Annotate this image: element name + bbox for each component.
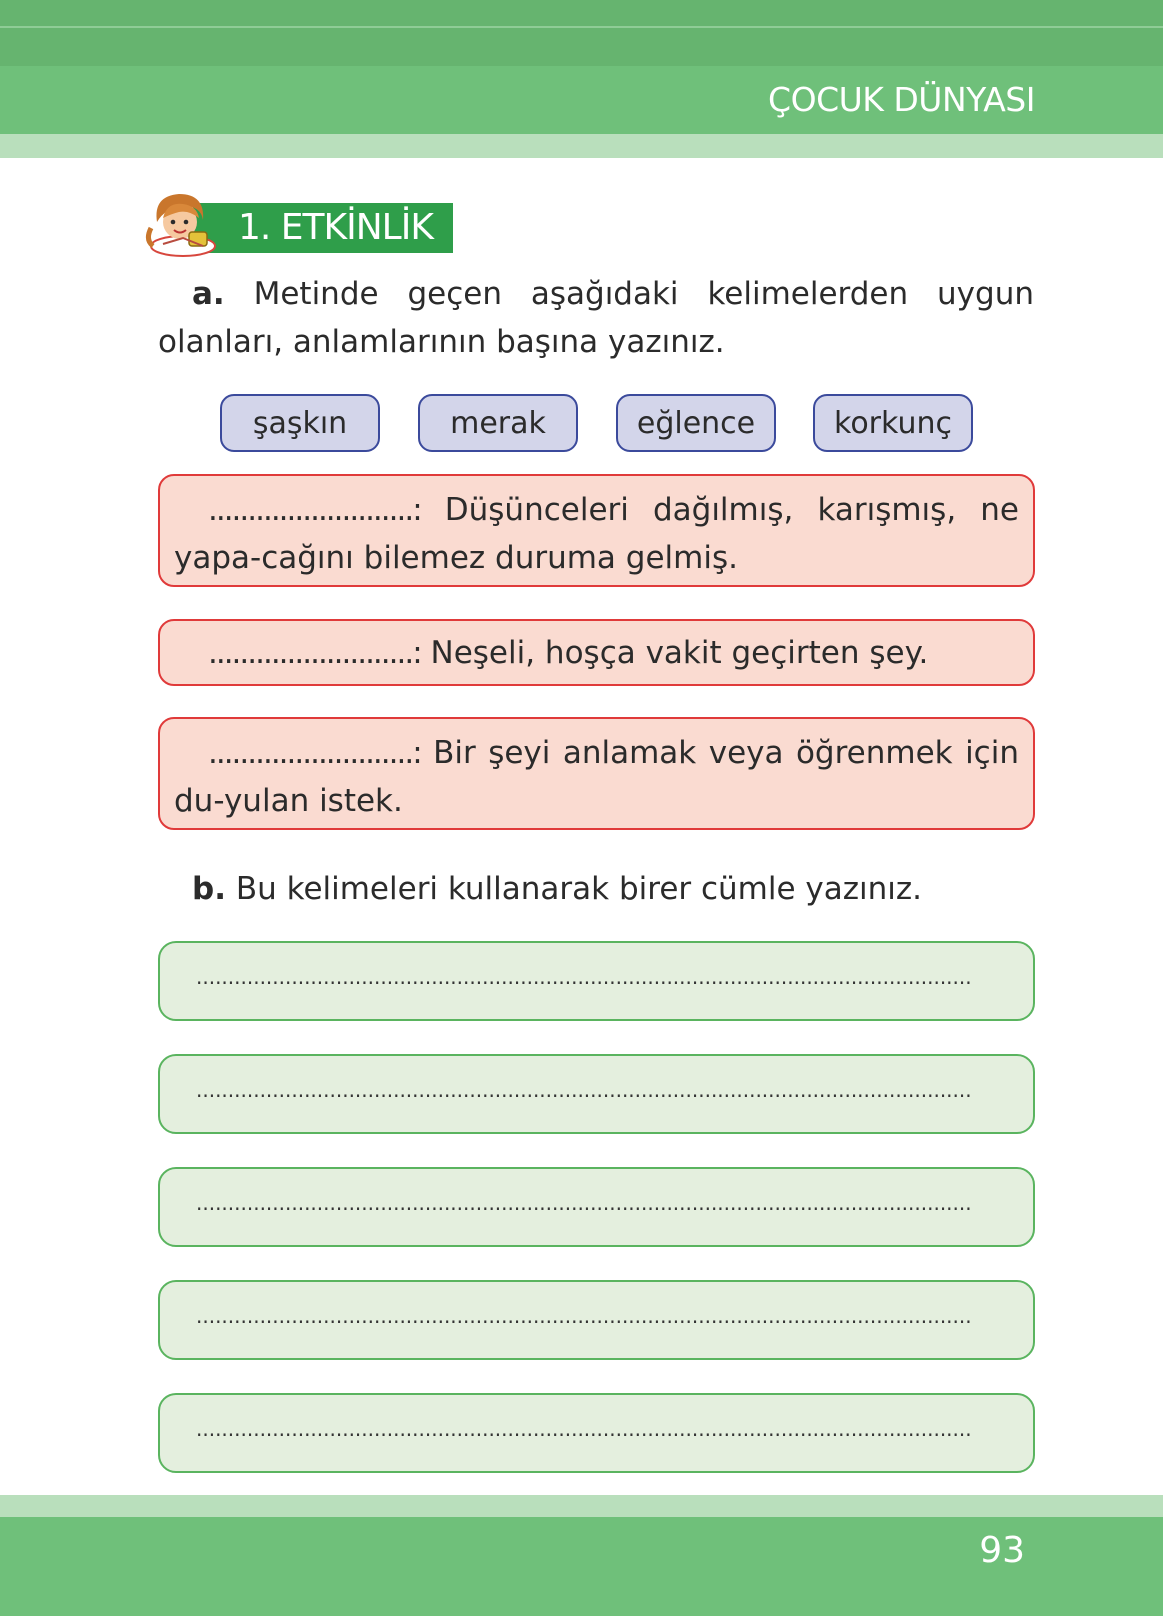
word-chip-saskin: şaşkın <box>220 394 380 452</box>
definition-text: Bir şeyi anlamak veya öğrenmek için du-yulan istek. <box>174 735 1019 819</box>
header-top-band <box>0 0 1163 66</box>
page-number: 93 <box>979 1530 1025 1571</box>
word-chip-eglence: eğlence <box>616 394 776 452</box>
definition-box-2[interactable] <box>158 619 1035 686</box>
answer-box-3[interactable] <box>158 1167 1035 1247</box>
definition-box-1[interactable] <box>158 474 1035 587</box>
definition-box-3[interactable] <box>158 717 1035 830</box>
word-chip-merak: merak <box>418 394 578 452</box>
answer-line[interactable]: .......................................................................................................................... <box>196 1417 972 1441</box>
word-chip-korkunc: korkunç <box>813 394 973 452</box>
definition-blank[interactable]: ..........................: <box>208 492 421 528</box>
question-b-label: b. <box>192 871 226 907</box>
answer-line[interactable]: .......................................................................................................................... <box>196 1191 972 1215</box>
answer-box-1[interactable] <box>158 941 1035 1021</box>
header-light-strip <box>0 134 1163 158</box>
answer-box-2[interactable] <box>158 1054 1035 1134</box>
answer-line[interactable]: .......................................................................................................................... <box>196 965 972 989</box>
question-a-label: a. <box>192 276 225 312</box>
page-header-title: ÇOCUK DÜNYASI <box>768 80 1035 119</box>
definition-blank[interactable]: ..........................: <box>208 635 421 671</box>
question-b-text: Bu kelimeleri kullanarak birer cümle yazınız. <box>225 871 923 907</box>
answer-line[interactable]: .......................................................................................................................... <box>196 1304 972 1328</box>
girl-reading-icon <box>143 184 223 264</box>
answer-line[interactable]: .......................................................................................................................... <box>196 1078 972 1102</box>
question-a-text: Metinde geçen aşağıdaki kelimelerden uygun olanları, anlamlarının başına yazınız. <box>158 276 1034 360</box>
activity-title: 1. ETKİNLİK <box>238 207 433 248</box>
answer-box-5[interactable] <box>158 1393 1035 1473</box>
header-divider <box>0 26 1163 28</box>
answer-box-4[interactable] <box>158 1280 1035 1360</box>
definition-text: Düşünceleri dağılmış, karışmış, ne yapa-cağını bilemez duruma gelmiş. <box>174 492 1019 576</box>
footer-light-strip <box>0 1495 1163 1517</box>
definition-blank[interactable]: ..........................: <box>208 735 421 771</box>
question-a <box>158 270 1034 366</box>
question-b <box>192 865 922 913</box>
definition-text: Neşeli, hoşça vakit geçirten şey. <box>420 635 929 671</box>
